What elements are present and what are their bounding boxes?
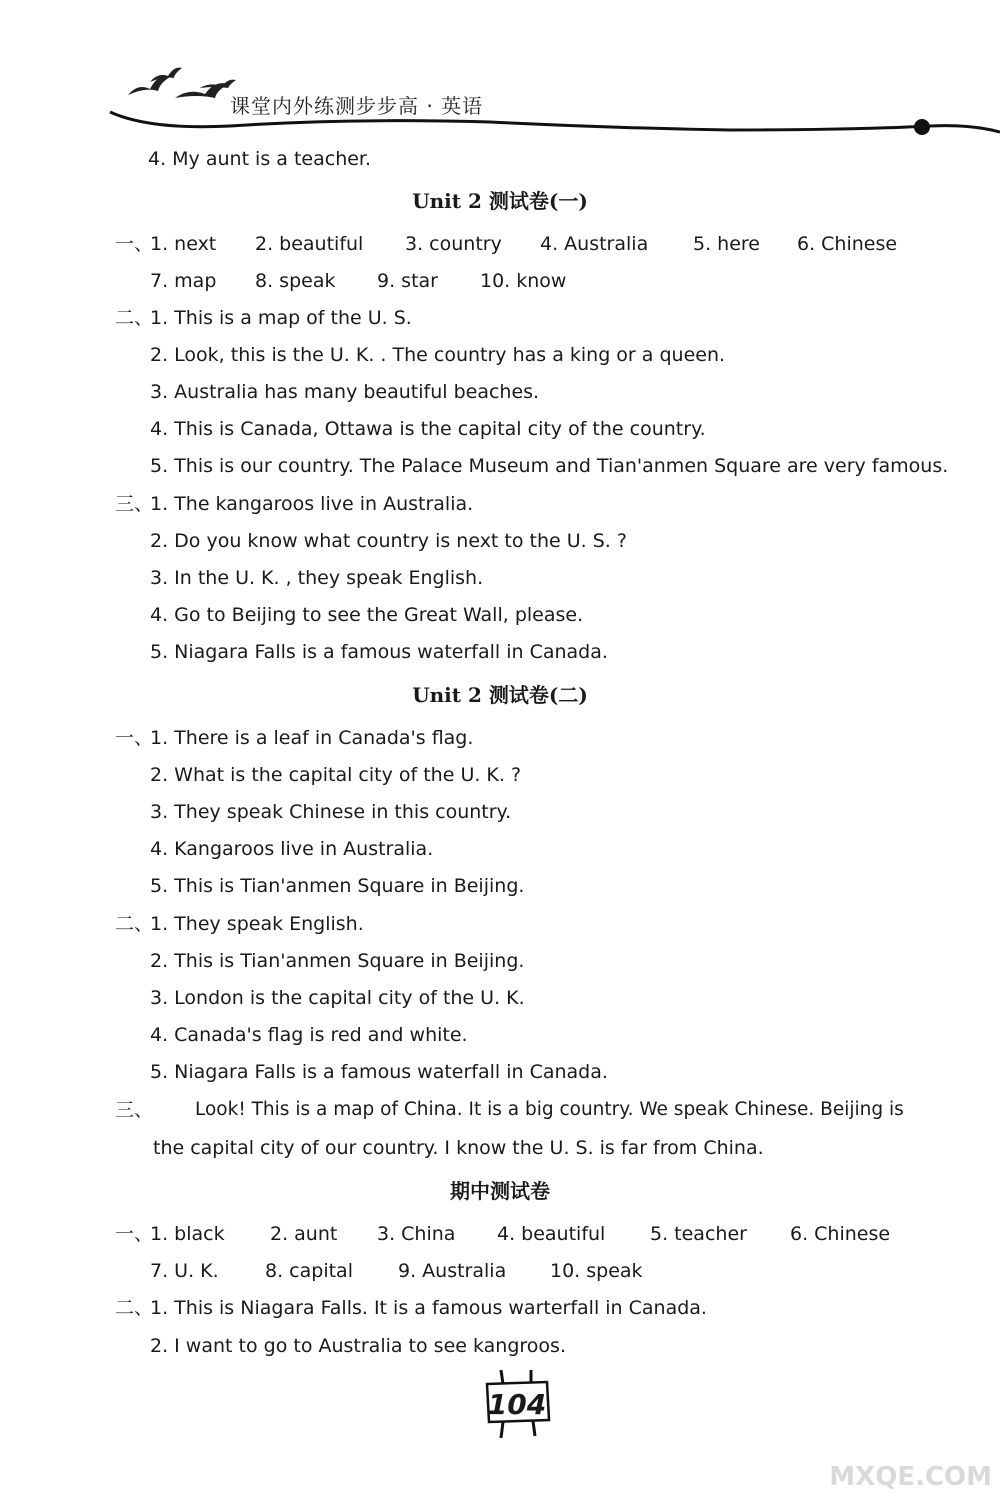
answer-sentence: 3. In the U. K. , they speak English. (150, 567, 484, 589)
answer-item: 4. beautiful (497, 1223, 606, 1245)
answer-item: 8. speak (255, 270, 336, 292)
answer-sentence: 3. They speak Chinese in this country. (150, 801, 512, 823)
answer-item: 2. beautiful (255, 233, 364, 255)
answer-sentence: 1. This is Niagara Falls. It is a famous warterfall in Canada. (150, 1297, 707, 1319)
answer-paragraph-line: the capital city of our country. I know the U. S. is far from China. (153, 1137, 764, 1159)
answer-sentence: 1. The kangaroos live in Australia. (150, 493, 474, 515)
section-heading-unit2-test2: Unit 2 测试卷(二) (412, 683, 588, 707)
answer-sentence: 2. Do you know what country is next to the U. S. ? (150, 530, 627, 552)
watermark-logo (802, 1396, 992, 1496)
answer-item: 6. Chinese (790, 1223, 891, 1245)
answer-sentence: 5. This is our country. The Palace Museum and Tian'anmen Square are very famous. (150, 455, 949, 477)
part-prefix: 二、 (115, 1297, 154, 1319)
answer-sentence: 5. Niagara Falls is a famous waterfall in Canada. (150, 1061, 608, 1083)
answer-item: 9. star (377, 270, 438, 292)
answer-sentence: 2. Look, this is the U. K. . The country has a king or a queen. (150, 344, 726, 366)
section-heading-unit2-test1: Unit 2 测试卷(一) (412, 189, 588, 213)
answer-item: 9. Australia (398, 1260, 507, 1282)
answer-sentence: 3. London is the capital city of the U. K. (150, 987, 525, 1009)
answer-sentence: 1. They speak English. (150, 913, 364, 935)
answer-item: 2. aunt (270, 1223, 338, 1245)
part-prefix: 二、 (115, 913, 154, 935)
answer-item: 10. know (480, 270, 567, 292)
answer-sentence: 2. I want to go to Australia to see kangroos. (150, 1335, 566, 1357)
answer-item: 1. black (150, 1223, 225, 1245)
part-prefix: 一、 (115, 1223, 154, 1245)
watermark-text: MXQE.COM (829, 1462, 992, 1492)
section-heading-midterm: 期中测试卷 (450, 1179, 550, 1203)
answer-item: 3. country (405, 233, 502, 255)
answer-item: 3. China (377, 1223, 456, 1245)
part-prefix: 一、 (115, 727, 154, 749)
answer-item: 10. speak (550, 1260, 643, 1282)
answer-item: 6. Chinese (797, 233, 898, 255)
answer-item: 5. teacher (650, 1223, 747, 1245)
answer-sentence: 4. Kangaroos live in Australia. (150, 838, 434, 860)
answer-sentence: 4. Go to Beijing to see the Great Wall, please. (150, 604, 584, 626)
answer-item: 1. next (150, 233, 217, 255)
page-header (0, 0, 1000, 150)
page-number-box (481, 1378, 553, 1434)
answer-sentence: 1. This is a map of the U. S. (150, 307, 412, 329)
answer-item: 7. map (150, 270, 217, 292)
answer-item: 4. Australia (540, 233, 649, 255)
part-prefix: 三、 (115, 1099, 154, 1121)
part-prefix: 三、 (115, 493, 154, 515)
answer-sentence: 5. Niagara Falls is a famous waterfall in Canada. (150, 641, 608, 663)
section1-part1-row1 (115, 232, 153, 256)
answer-sentence: 2. What is the capital city of the U. K. ? (150, 764, 522, 786)
header-decoration-icon (0, 0, 1000, 150)
answer-sentence: 3. Australia has many beautiful beaches. (150, 381, 540, 403)
answer-item: 7. U. K. (150, 1260, 219, 1282)
answer-sentence: 4. Canada's flag is red and white. (150, 1024, 468, 1046)
part-prefix: 二、 (115, 307, 154, 329)
answer-paragraph-line: Look! This is a map of China. It is a big country. We speak Chinese. Beijing is (195, 1099, 904, 1120)
header-title: 课堂内外练测步步高 · 英语 (230, 94, 484, 118)
part-prefix: 一、 (115, 233, 154, 255)
answer-item: 8. capital (265, 1260, 353, 1282)
answer-sentence: 1. There is a leaf in Canada's flag. (150, 727, 474, 749)
answer-sentence: 5. This is Tian'anmen Square in Beijing. (150, 875, 525, 897)
answer-item: 5. here (693, 233, 760, 255)
page-number: 104 (487, 1388, 547, 1421)
answer-sentence: 2. This is Tian'anmen Square in Beijing. (150, 950, 525, 972)
answer-sentence: 4. This is Canada, Ottawa is the capital city of the country. (150, 418, 706, 440)
carry-over-line: 4. My aunt is a teacher. (148, 148, 372, 170)
